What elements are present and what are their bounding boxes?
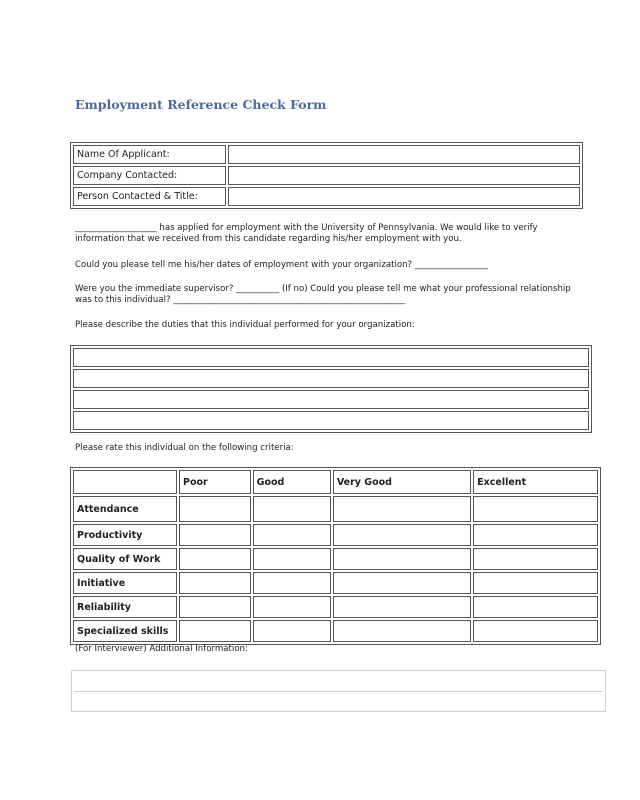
rating-cell[interactable]	[253, 596, 331, 618]
rating-cell[interactable]	[179, 620, 251, 642]
rating-cell[interactable]	[473, 548, 598, 570]
additional-info-prompt: (For Interviewer) Additional Information:	[75, 644, 248, 654]
applicant-name-field[interactable]	[228, 145, 580, 164]
rating-cell[interactable]	[179, 596, 251, 618]
rating-row-specialized	[73, 620, 598, 642]
rating-cell[interactable]	[473, 572, 598, 594]
rating-cell[interactable]	[253, 620, 331, 642]
person-contacted-field[interactable]	[228, 187, 580, 206]
rating-row-initiative	[73, 572, 598, 594]
duties-prompt: Please describe the duties that this individual performed for your organization:	[75, 320, 415, 330]
duties-row	[73, 390, 589, 409]
rating-header-poor: Poor	[179, 470, 251, 494]
rating-cell[interactable]	[253, 524, 331, 546]
rating-cell[interactable]	[333, 524, 471, 546]
company-contacted-label: Company Contacted:	[73, 166, 226, 185]
rating-cell[interactable]	[179, 496, 251, 522]
rating-header-very-good: Very Good	[333, 470, 471, 494]
criterion-label: Attendance	[73, 496, 177, 522]
rating-header-blank	[73, 470, 177, 494]
duties-row	[73, 348, 589, 367]
applicant-info-table	[70, 142, 583, 209]
form-title: Employment Reference Check Form	[75, 97, 327, 112]
info-row-applicant	[73, 145, 580, 164]
rating-header-row	[73, 470, 598, 494]
duties-table	[70, 345, 592, 433]
rating-cell[interactable]	[253, 548, 331, 570]
duties-field[interactable]	[73, 411, 589, 430]
additional-info-field[interactable]	[74, 693, 603, 712]
criterion-label: Quality of Work	[73, 548, 177, 570]
rating-cell[interactable]	[179, 572, 251, 594]
info-row-company	[73, 166, 580, 185]
dates-question: Could you please tell me his/her dates of employment with your organization? _________________	[75, 260, 488, 270]
rating-row-quality	[73, 548, 598, 570]
rating-cell[interactable]	[333, 548, 471, 570]
duties-field[interactable]	[73, 369, 589, 388]
criterion-label: Initiative	[73, 572, 177, 594]
criterion-label: Reliability	[73, 596, 177, 618]
rating-cell[interactable]	[473, 620, 598, 642]
rating-cell[interactable]	[253, 572, 331, 594]
rating-header-excellent: Excellent	[473, 470, 598, 494]
rating-table	[70, 467, 601, 645]
rating-row-productivity	[73, 524, 598, 546]
criterion-label: Specialized skills	[73, 620, 177, 642]
rating-cell[interactable]	[179, 548, 251, 570]
rating-cell[interactable]	[253, 496, 331, 522]
additional-info-box	[71, 670, 606, 712]
additional-info-field[interactable]	[74, 672, 603, 692]
criterion-label: Productivity	[73, 524, 177, 546]
intro-paragraph: ___________________ has applied for employment with the University of Pennsylvania. We would like to verify information that we received from this candidate regarding his/her employment with you.	[75, 223, 538, 244]
rating-row-reliability	[73, 596, 598, 618]
duties-field[interactable]	[73, 348, 589, 367]
rating-cell[interactable]	[333, 496, 471, 522]
duties-field[interactable]	[73, 390, 589, 409]
supervisor-question: Were you the immediate supervisor? __________ (If no) Could you please tell me what your professional relationship was to this individual? ______________________________________________________	[75, 284, 571, 305]
rating-row-attendance	[73, 496, 598, 522]
applicant-name-label: Name Of Applicant:	[73, 145, 226, 164]
rate-prompt: Please rate this individual on the following criteria:	[75, 443, 294, 453]
rating-cell[interactable]	[473, 496, 598, 522]
rating-header-good: Good	[253, 470, 331, 494]
duties-row	[73, 411, 589, 430]
info-row-person	[73, 187, 580, 206]
rating-cell[interactable]	[333, 596, 471, 618]
duties-row	[73, 369, 589, 388]
rating-cell[interactable]	[473, 596, 598, 618]
rating-cell[interactable]	[473, 524, 598, 546]
rating-cell[interactable]	[333, 572, 471, 594]
rating-cell[interactable]	[333, 620, 471, 642]
rating-cell[interactable]	[179, 524, 251, 546]
person-contacted-label: Person Contacted & Title:	[73, 187, 226, 206]
company-contacted-field[interactable]	[228, 166, 580, 185]
